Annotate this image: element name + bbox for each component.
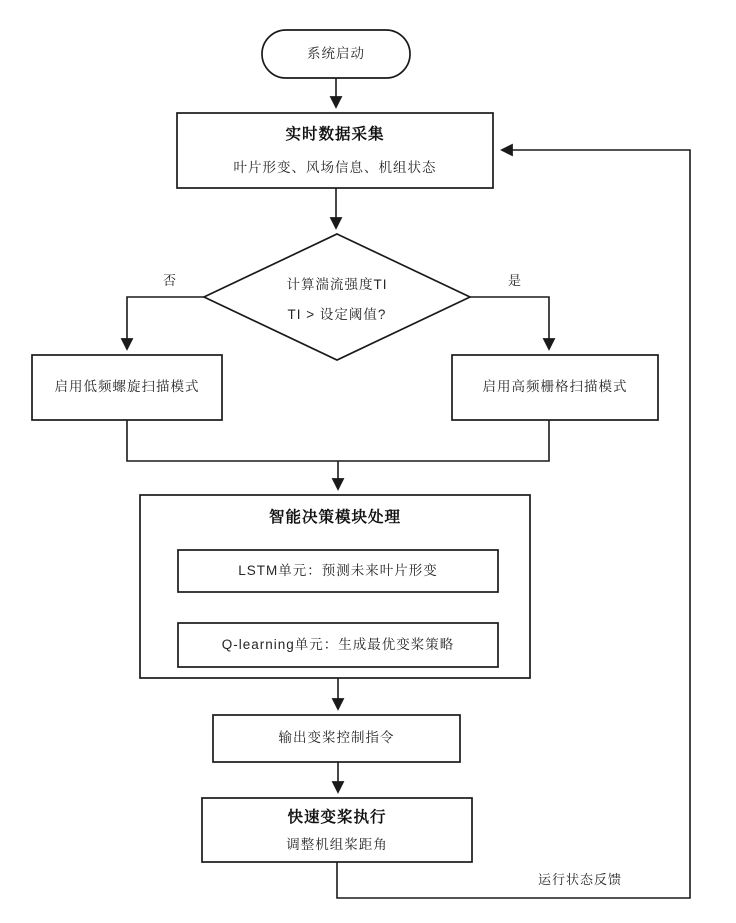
qlearning-node-label: Q-learning单元：生成最优变桨策略 <box>221 636 455 652</box>
low-freq-node-label: 启用低频螺旋扫描模式 <box>54 379 200 395</box>
data-collection-subtitle: 叶片形变、风场信息、机组状态 <box>233 159 437 175</box>
decision-label-line2: TI > 设定阈值? <box>287 306 387 322</box>
pitch-exec-title: 快速变桨执行 <box>287 808 387 826</box>
pitch-exec-subtitle: 调整机组桨距角 <box>286 836 388 852</box>
high-freq-node-label: 启用高频栅格扫描模式 <box>482 379 628 395</box>
data-collection-title: 实时数据采集 <box>285 125 385 143</box>
output-command-node-label: 输出变桨控制指令 <box>278 730 395 746</box>
decision-label-line1: 计算湍流强度TI <box>286 276 388 292</box>
feedback-loop-label: 运行状态反馈 <box>537 872 622 888</box>
connector-branch-merge <box>127 420 549 461</box>
branch-no-label: 否 <box>162 273 177 289</box>
branch-yes-label: 是 <box>507 273 522 289</box>
lstm-node-label: LSTM单元：预测未来叶片形变 <box>238 562 438 578</box>
decision-module-title: 智能决策模块处理 <box>268 508 401 526</box>
start-node-label: 系统启动 <box>307 45 365 61</box>
connector-decision-yes-branch <box>470 297 549 349</box>
connector-decision-no-branch <box>127 297 204 349</box>
